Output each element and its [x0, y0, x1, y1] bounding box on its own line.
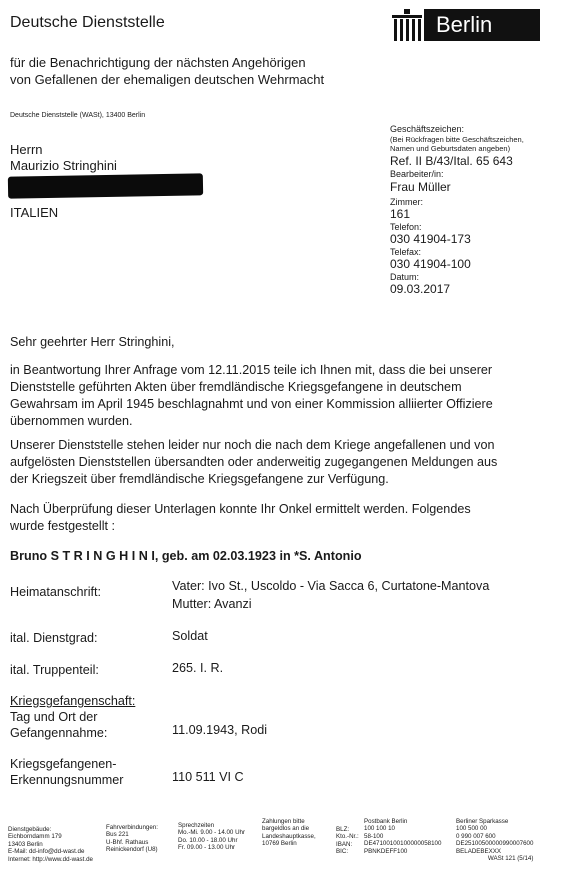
brandenburg-gate-icon [392, 9, 422, 43]
logo-text: Berlin [424, 9, 540, 41]
footer-text: U-Bhf. Rathaus [106, 838, 149, 846]
footer-text: 58-100 [364, 832, 384, 840]
paragraph-1-line3: Gewahrsam im April 1945 beschlagnahmt und von einer Kommission alliierter Offiziere [10, 397, 493, 411]
paragraph-1-line2: Dienststelle geführten Akten über fremdländische Kriegsgefangene in deutschem [10, 380, 462, 394]
home-address-line2: Mutter: Avanzi [172, 597, 252, 611]
paragraph-2-line3: der Kriegszeit über fremdländische Kriegsgefangene zur Verfügung. [10, 472, 389, 486]
capture-value: 11.09.1943, Rodi [172, 723, 267, 737]
paragraph-1 [10, 362, 550, 430]
footer-text: Fr. 09.00 - 13.00 Uhr [178, 844, 236, 852]
berlin-logo [392, 7, 540, 45]
paragraph-3 [10, 501, 550, 535]
footer-text: DE47100100100000058100 [364, 840, 442, 848]
recipient-country: ITALIEN [10, 205, 59, 220]
reference-value: Ref. II B/43/Ital. 65 643 [390, 154, 513, 168]
redacted-address-block [8, 173, 203, 198]
pow-label-line1: Kriegsgefangenen- [10, 757, 117, 771]
unit-label: ital. Truppenteil: [10, 663, 99, 677]
paragraph-3-line2: wurde festgestellt : [10, 519, 115, 533]
footer-text: Do. 10.00 - 18.00 Uhr [178, 836, 238, 844]
footer-text: Reinickendorf (U8) [106, 846, 158, 854]
rank-value: Soldat [172, 629, 208, 643]
handler-value: Frau Müller [390, 180, 451, 194]
phone-label: Telefon: [390, 222, 422, 232]
pow-label-line2: Erkennungsnummer [10, 773, 124, 787]
unit-value: 265. I. R. [172, 661, 224, 675]
paragraph-1-line1: in Beantwortung Ihrer Anfrage vom 12.11.2015 teile ich Ihnen mit, dass die bei unserer [10, 363, 493, 377]
recipient-name: Maurizio Stringhini [10, 158, 117, 173]
sender-return-line: Deutsche Dienststelle (WASt), 13400 Berlin [10, 112, 146, 119]
capture-label-line2: Gefangennahme: [10, 726, 108, 740]
footer-text: 10769 Berlin [262, 840, 297, 848]
footer-text: BELADEBEXXX [456, 847, 502, 855]
room-label: Zimmer: [390, 197, 423, 207]
footer-text: BIC: [336, 848, 349, 856]
footer-text: Fahrverbindungen: [106, 824, 158, 831]
footer-text: Zahlungen bitte [262, 818, 305, 825]
paragraph-3-line1: Nach Überprüfung dieser Unterlagen konnte Ihr Onkel ermittelt werden. Folgendes [10, 502, 471, 516]
phone-value: 030 41904-173 [390, 232, 471, 246]
footer-text: 100 500 00 [456, 825, 487, 833]
footer-sparkasse [456, 818, 533, 862]
date-label: Datum: [390, 272, 420, 282]
footer-text: Landeshauptkasse, [262, 832, 316, 840]
footer-text: 0 990 007 600 [456, 832, 496, 840]
capture-label-line1: Tag und Ort der [10, 710, 98, 724]
letter-greeting: Sehr geehrter Herr Stringhini, [10, 335, 175, 349]
date-value: 09.03.2017 [390, 282, 451, 296]
home-address-label: Heimatanschrift: [10, 585, 101, 599]
footer-text: Eichborndamm 179 [8, 833, 62, 841]
paragraph-2-line1: Unserer Dienststelle stehen leider nur noch die nach dem Kriege angefallenen und von [10, 438, 495, 452]
footer-text: Kto.-Nr.: [336, 833, 359, 841]
footer-text: Postbank Berlin [364, 818, 408, 825]
captivity-heading: Kriegsgefangenschaft: [10, 694, 136, 708]
reference-note-line2: Namen und Geburtsdaten angeben) [390, 144, 511, 153]
paragraph-2 [10, 437, 550, 488]
footer-text: BLZ: [336, 826, 350, 833]
footer-text: Sprechzeiten [178, 822, 215, 829]
footer-text: Internet: http://www.dd-wast.de [8, 855, 93, 863]
organization-subtitle-line2: von Gefallenen der ehemaligen deutschen Wehrmacht [10, 72, 325, 87]
footer-payments [262, 818, 316, 848]
footer-hours [178, 822, 245, 852]
room-value: 161 [390, 207, 411, 221]
footer-text: WASt 121 (5/14) [487, 855, 534, 863]
footer-text: 100 100 10 [364, 825, 395, 833]
footer-text: 13403 Berlin [8, 840, 43, 848]
recipient-salutation: Herrn [10, 142, 43, 157]
paragraph-1-line4: übernommen wurden. [10, 414, 133, 428]
handler-label: Bearbeiter/in: [390, 169, 444, 179]
reference-note-line1: (Bei Rückfragen bitte Geschäftszeichen, [390, 135, 524, 144]
footer-text: Berliner Sparkasse [456, 818, 509, 825]
home-address-line1: Vater: Ivo St., Uscoldo - Via Sacca 6, Curtatone-Mantova [172, 579, 490, 593]
footer-text: Bus 221 [106, 831, 129, 839]
footer-text: bargeldlos an die [262, 825, 310, 833]
organization-subtitle-line1: für die Benachrichtigung der nächsten Angehörigen [10, 55, 306, 70]
person-heading: Bruno S T R I N G H I N I, geb. am 02.03.1923 in *S. Antonio [10, 549, 362, 563]
footer-postbank [364, 818, 441, 855]
footer-text: Mo.-Mi. 9.00 - 14.00 Uhr [178, 829, 246, 837]
footer-text: Dienstgebäude: [8, 826, 52, 833]
footer-bank-labels [336, 826, 359, 856]
footer-text: E-Mail: dd-info@dd-wast.de [8, 848, 85, 856]
reference-label: Geschäftszeichen: [390, 124, 465, 134]
organization-name: Deutsche Dienststelle [10, 14, 165, 31]
footer-transport [106, 824, 158, 854]
footer-text: DE25100500000990007600 [456, 840, 534, 848]
pow-number-value: 110 511 VI C [172, 770, 244, 784]
fax-value: 030 41904-100 [390, 257, 471, 271]
footer-text: IBAN: [336, 840, 353, 848]
footer-text: PBNKDEFF100 [364, 847, 408, 855]
paragraph-2-line2: aufgelösten Dienststellen übersandten oder anderweitig zugegangenen Meldungen aus [10, 455, 498, 469]
fax-label: Telefax: [390, 247, 422, 257]
rank-label: ital. Dienstgrad: [10, 631, 98, 645]
footer-building [8, 826, 93, 863]
